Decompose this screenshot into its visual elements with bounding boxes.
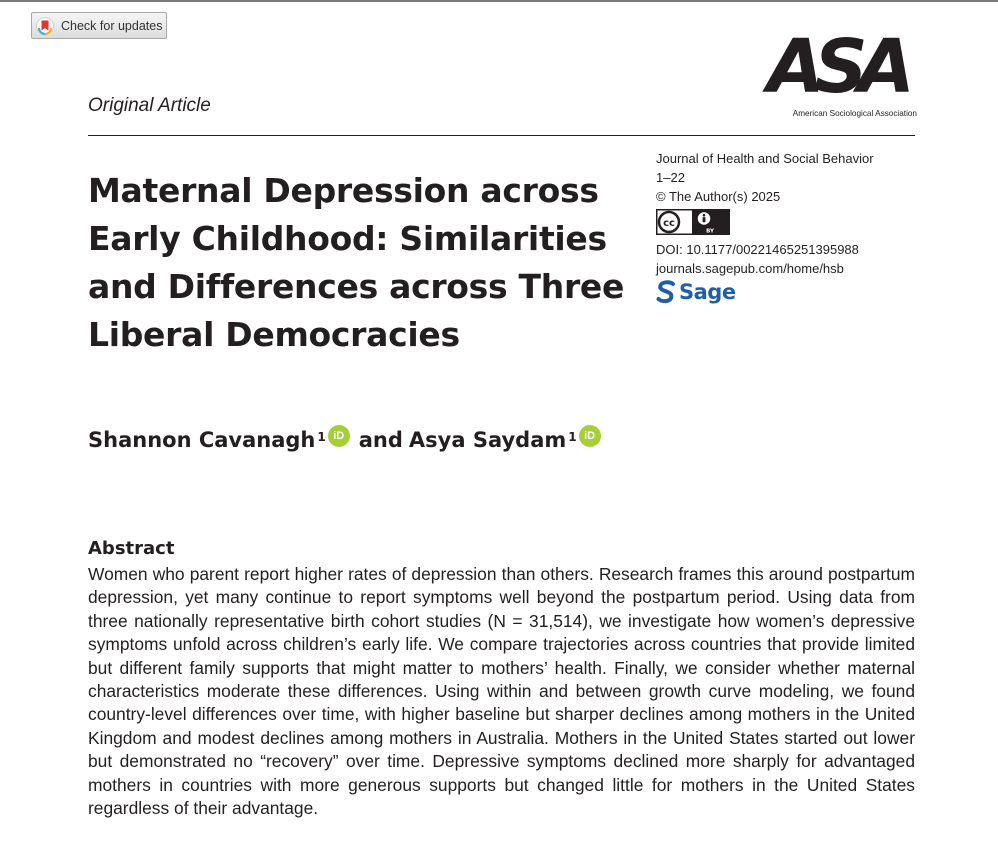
top-divider — [0, 0, 998, 2]
title-line: and Differences across Three — [88, 267, 625, 306]
author-name[interactable]: Asya Saydam — [408, 428, 567, 452]
author-affiliation: 1 — [568, 430, 577, 444]
article-type: Original Article — [88, 95, 211, 116]
author-list — [88, 428, 610, 452]
cc-by-license-badge[interactable] — [656, 209, 730, 235]
journal-pages: 1–22 — [656, 170, 685, 185]
license-badge-text: BY — [706, 228, 714, 235]
check-for-updates-label: Check for updates — [61, 18, 163, 33]
sage-logo-text: Sage — [679, 280, 736, 304]
title-line: Liberal Democracies — [88, 315, 460, 354]
orcid-icon[interactable]: iD — [328, 425, 350, 447]
journal-copyright: © The Author(s) 2025 — [656, 189, 781, 204]
author-affiliation: 1 — [317, 430, 326, 444]
svg-text:cc: cc — [663, 218, 675, 229]
header-divider — [88, 135, 915, 136]
title-line: Maternal Depression across — [88, 171, 599, 210]
asa-logo-letters: ASA — [767, 24, 905, 110]
check-for-updates-button[interactable] — [31, 12, 167, 39]
journal-doi[interactable]: DOI: 10.1177/00221465251395988 — [656, 242, 859, 257]
cc-icon — [659, 212, 679, 232]
journal-url[interactable]: journals.sagepub.com/home/hsb — [656, 261, 844, 276]
orcid-icon[interactable]: iD — [579, 425, 601, 447]
journal-info — [656, 149, 874, 278]
sage-s-icon — [656, 280, 676, 304]
asa-logo-org-name: American Sociological Association — [792, 109, 917, 118]
authors-joiner: and — [358, 428, 403, 452]
asa-logo — [757, 24, 917, 122]
abstract-text: Women who parent report higher rates of depression than others. Research frames this around postpartum depression, yet many continue to report symptoms well beyond the postpartum period. Using data from three nationally representative birth cohort studies (N = 31,514), we investigate how women’s depressive symptoms unfold across children’s early life. We compare trajectories across countries that provide limited but different family supports that might matter to mothers’ health. Finally, we consider whether maternal characteristics moderate these differences. Using within and between growth curve modeling, we found country-level differences over time, with higher baseline but sharper declines among mothers in the United Kingdom and modest declines among mothers in Australia. Mothers in the United States started out lower but demonstrated no “recovery” over time. Depressive symptoms declined more sharply for advantaged mothers in countries with more generous supports but changed little for mothers in the United States regardless of their advantage. — [88, 564, 915, 819]
article-title — [88, 167, 633, 359]
author-name[interactable]: Shannon Cavanagh — [88, 428, 316, 452]
journal-name: Journal of Health and Social Behavior — [656, 151, 874, 166]
abstract-heading: Abstract — [88, 538, 175, 559]
sage-logo — [656, 279, 736, 305]
crossmark-icon — [36, 17, 54, 35]
title-line: Early Childhood: Similarities — [88, 219, 607, 258]
